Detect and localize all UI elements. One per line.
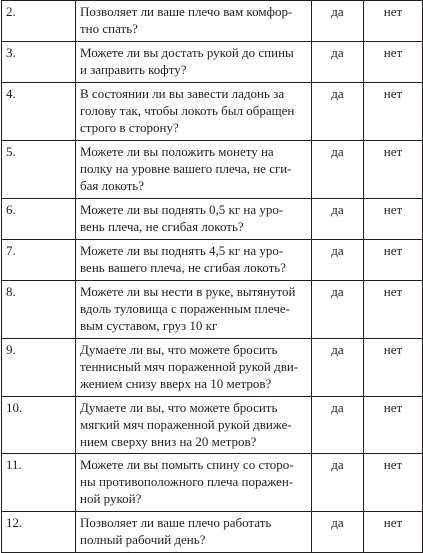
question-line: тно спать?	[80, 21, 138, 36]
question-line: Можете ли вы достать рукой до спины	[80, 45, 294, 60]
question-text	[76, 397, 312, 454]
question-line: теннисный мяч пораженной рукой дви-	[80, 359, 299, 374]
table-row	[2, 339, 423, 397]
question-line: нием сверху вниз на 20 метров?	[80, 434, 257, 449]
answer-no: нет	[364, 1, 423, 42]
answer-no: нет	[364, 454, 423, 512]
question-line: Можете ли вы помыть спину со сторо-	[80, 457, 294, 472]
question-number: 2.	[2, 1, 76, 42]
question-line: Позволяет ли ваше плечо вам комфор-	[80, 4, 293, 19]
question-text	[76, 83, 312, 141]
questionnaire-body	[2, 1, 423, 553]
answer-yes: да	[312, 42, 364, 83]
question-number: 6.	[2, 199, 76, 240]
answer-no: нет	[364, 42, 423, 83]
answer-no: нет	[364, 281, 423, 339]
question-text	[76, 199, 312, 240]
answer-no: нет	[364, 141, 423, 199]
question-number: 5.	[2, 141, 76, 199]
question-line: строго в сторону?	[80, 120, 179, 135]
question-line: полку на уровне вашего плеча, не сги-	[80, 161, 292, 176]
table-row	[2, 1, 423, 42]
question-line: голову так, чтобы локоть был обращен	[80, 103, 295, 118]
answer-yes: да	[312, 281, 364, 339]
question-text	[76, 454, 312, 512]
question-text	[76, 240, 312, 281]
table-row	[2, 199, 423, 240]
answer-yes: да	[312, 339, 364, 397]
question-line: полный рабочий день?	[80, 532, 206, 547]
table-row	[2, 83, 423, 141]
question-number: 4.	[2, 83, 76, 141]
question-number: 10.	[2, 397, 76, 454]
question-number: 9.	[2, 339, 76, 397]
question-line: ной рукой?	[80, 491, 142, 506]
answer-yes: да	[312, 397, 364, 454]
question-line: Можете ли вы поднять 4,5 кг на уро-	[80, 243, 284, 258]
questionnaire-table	[1, 0, 423, 553]
question-line: вень плеча, не сгибая локоть?	[80, 219, 244, 234]
answer-yes: да	[312, 83, 364, 141]
question-number: 12.	[2, 512, 76, 553]
question-line: мягкий мяч пораженной рукой движе-	[80, 417, 292, 432]
answer-no: нет	[364, 512, 423, 553]
table-row	[2, 454, 423, 512]
answer-yes: да	[312, 240, 364, 281]
question-line: В состоянии ли вы завести ладонь за	[80, 86, 285, 101]
question-line: ны противоположного плеча поражен-	[80, 474, 294, 489]
question-line: вым суставом, груз 10 кг	[80, 318, 218, 333]
question-line: жением снизу вверх на 10 метров?	[80, 376, 272, 391]
question-number: 3.	[2, 42, 76, 83]
table-row	[2, 281, 423, 339]
question-number: 8.	[2, 281, 76, 339]
answer-yes: да	[312, 454, 364, 512]
answer-no: нет	[364, 240, 423, 281]
answer-no: нет	[364, 199, 423, 240]
question-line: вень вашего плеча, не сгибая локоть?	[80, 260, 286, 275]
question-line: Можете ли вы положить монету на	[80, 144, 274, 159]
question-line: бая локоть?	[80, 178, 144, 193]
question-line: Можете ли вы нести в руке, вытянутой	[80, 284, 296, 299]
question-line: Можете ли вы поднять 0,5 кг на уро-	[80, 202, 284, 217]
question-text	[76, 339, 312, 397]
answer-yes: да	[312, 512, 364, 553]
question-text	[76, 42, 312, 83]
question-text	[76, 1, 312, 42]
question-text	[76, 512, 312, 553]
question-text	[76, 141, 312, 199]
question-text	[76, 281, 312, 339]
answer-no: нет	[364, 83, 423, 141]
table-row	[2, 240, 423, 281]
answer-no: нет	[364, 339, 423, 397]
table-row	[2, 512, 423, 553]
table-row	[2, 42, 423, 83]
table-row	[2, 141, 423, 199]
question-line: вдоль туловища с пораженным плече-	[80, 301, 290, 316]
question-number: 7.	[2, 240, 76, 281]
table-row	[2, 397, 423, 454]
question-line: Думаете ли вы, что можете бросить	[80, 400, 278, 415]
question-line: и заправить кофту?	[80, 62, 187, 77]
question-line: Позволяет ли ваше плечо работать	[80, 515, 272, 530]
question-line: Думаете ли вы, что можете бросить	[80, 342, 278, 357]
answer-yes: да	[312, 1, 364, 42]
answer-yes: да	[312, 141, 364, 199]
answer-yes: да	[312, 199, 364, 240]
answer-no: нет	[364, 397, 423, 454]
question-number: 11.	[2, 454, 76, 512]
